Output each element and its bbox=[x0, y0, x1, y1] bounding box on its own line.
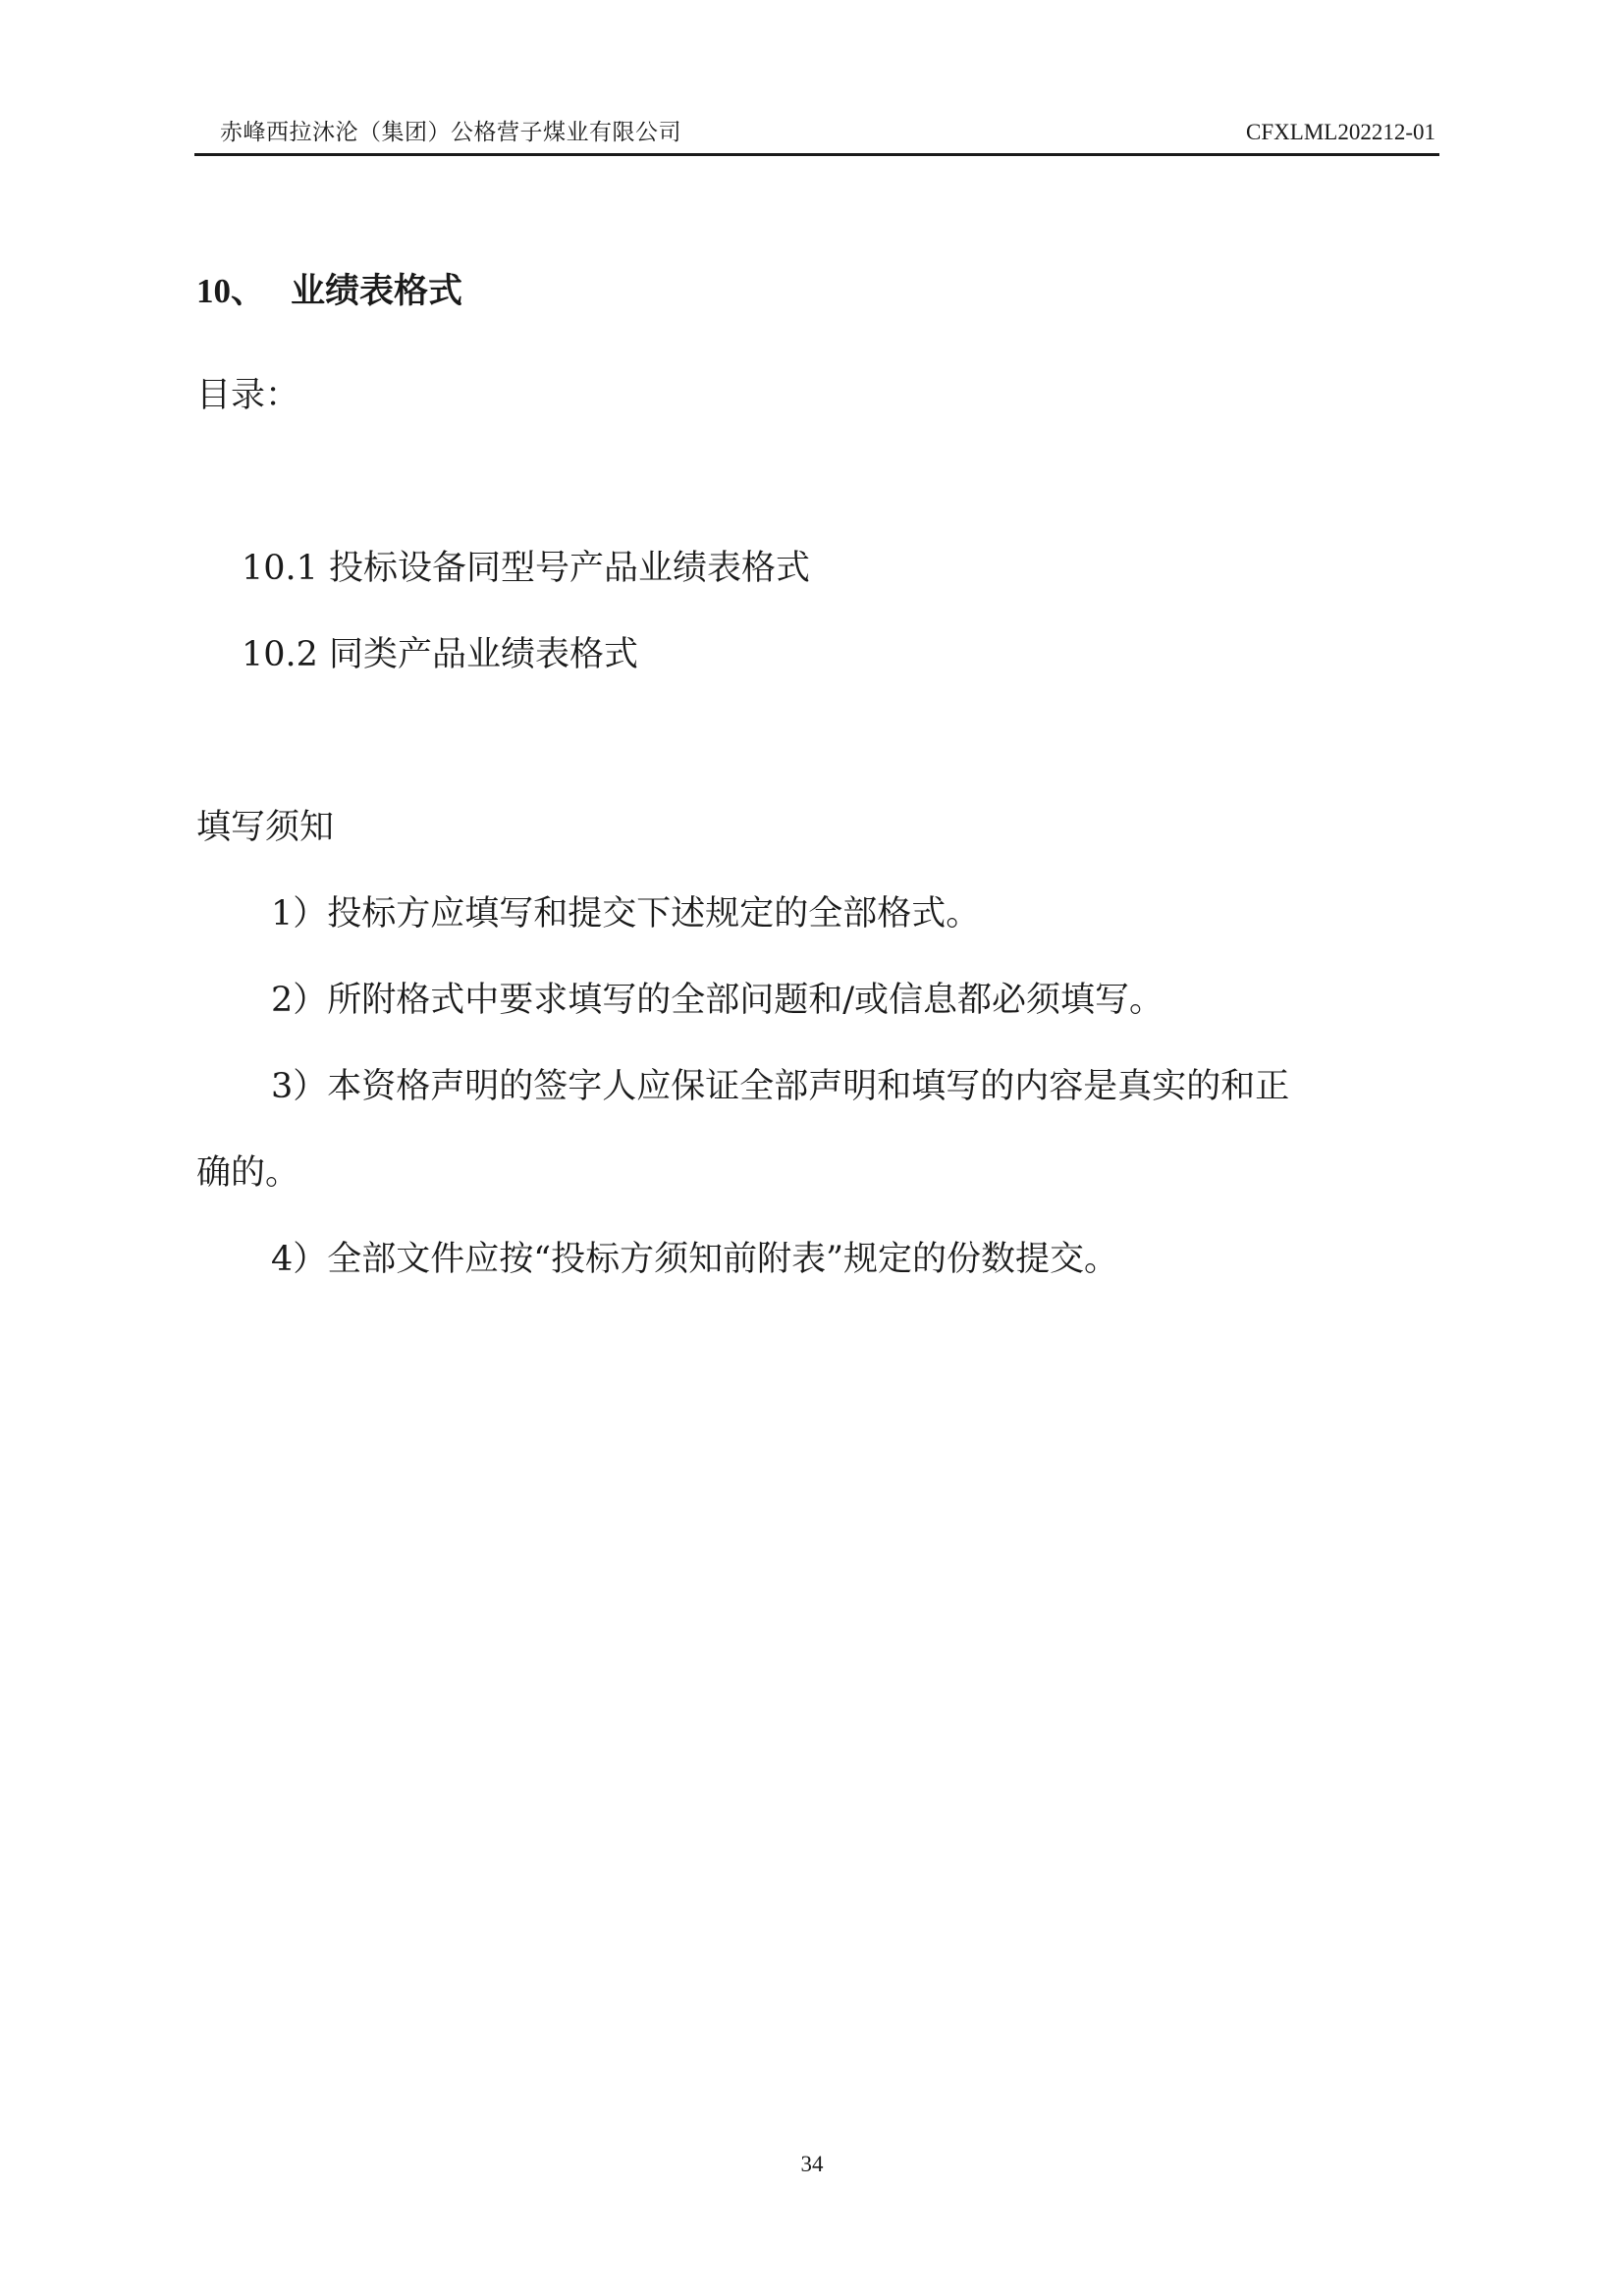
page-number: 34 bbox=[800, 2152, 824, 2176]
notice-item: 3）本资格声明的签字人应保证全部声明和填写的内容是真实的和正 bbox=[271, 1067, 1290, 1106]
notice-item-continuation: 确的。 bbox=[196, 1153, 300, 1193]
toc-item: 10.1 投标设备同型号产品业绩表格式 bbox=[242, 549, 811, 588]
notice-title: 填写须知 bbox=[196, 808, 335, 847]
notice-item: 2）所附格式中要求填写的全部问题和/或信息都必须填写。 bbox=[271, 981, 1164, 1020]
header-company-name: 赤峰西拉沐沦（集团）公格营子煤业有限公司 bbox=[220, 120, 681, 145]
notice-item: 1）投标方应填写和提交下述规定的全部格式。 bbox=[271, 894, 981, 934]
toc-label: 目录： bbox=[196, 376, 300, 415]
section-heading bbox=[196, 267, 462, 316]
notice-item: 4）全部文件应按“投标方须知前附表”规定的份数提交。 bbox=[271, 1240, 1119, 1279]
page-header bbox=[194, 116, 1439, 156]
toc-item: 10.2 同类产品业绩表格式 bbox=[242, 635, 639, 674]
section-number: 10、 bbox=[196, 272, 266, 310]
header-document-code: CFXLML202212-01 bbox=[1246, 120, 1435, 144]
section-title: 业绩表格式 bbox=[291, 272, 463, 311]
